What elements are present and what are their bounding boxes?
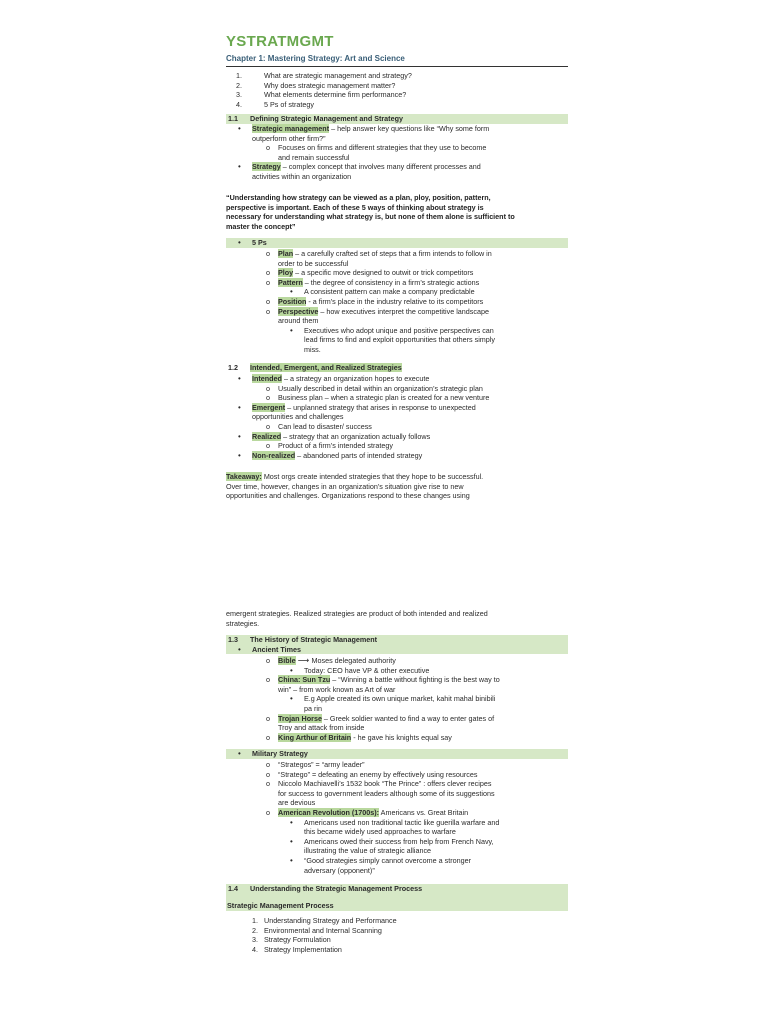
list-item: • Today: CEO have VP & other executive <box>290 665 430 675</box>
list-item: 3. What elements determine firm performance? <box>236 90 407 100</box>
section-1-2-body: • Intended – a strategy an organization hopes to execute o Usually described in detail within an organization’s strategic plan o Business plan – when a strategic plan is created for a new venture • Emergent – unplanned strategy that arises in response to unexpected opportunities and challenges o Can lead to disaster/ success • Realized – strategy that an organization actually follows o Product of a firm’s intended strategy • Non-realized – abandoned parts of intended strategy <box>226 374 568 460</box>
list-item: o Plan – a carefully crafted set of steps that a firm intends to follow in <box>266 249 492 258</box>
arrow-right-icon: ⟶ <box>295 656 312 665</box>
list-item: 4. 5 Ps of strategy <box>236 99 314 109</box>
section-1-1-body: • Strategic management – help answer key questions like “Why some form outperform other firm?” o Focuses on firms and different strategies that they use to become and remain successful • Strategy – complex concept that involves many different processes and activities within an organization <box>226 124 568 182</box>
list-item: • Emergent – unplanned strategy that arises in response to unexpected <box>238 402 476 412</box>
list-item: 4. Strategy Implementation <box>252 944 342 954</box>
list-item: o Pattern – the degree of consistency in a firm’s strategic actions <box>266 277 480 287</box>
list-item: o Ploy – a specific move designed to outwit or trick competitors <box>266 268 474 278</box>
list-item: • Intended – a strategy an organization hopes to execute <box>238 374 430 383</box>
list-item: o Focuses on firms and different strategies that they use to become <box>266 143 487 153</box>
list-item: o Business plan – when a strategic plan is created for a new venture <box>266 393 490 403</box>
list-item: o Position - a firm’s place in the industry relative to its competitors <box>266 296 484 306</box>
list-item: o American Revolution (1700s): Americans vs. Great Britain <box>266 807 469 817</box>
list-item: o “Strategos” = “army leader” <box>266 760 365 769</box>
five-ps-heading: • 5 Ps <box>226 238 568 248</box>
list-item: o King Arthur of Britain - he gave his knights equal say <box>266 732 452 742</box>
list-item: • Non-realized – abandoned parts of intended strategy <box>238 450 423 460</box>
section-heading-1-1: 1.1 Defining Strategic Management and Strategy <box>226 114 568 124</box>
list-item: o Perspective – how executives interpret the competitive landscape <box>266 306 489 316</box>
list-item: 3. Strategy Formulation <box>252 935 331 945</box>
list-item: 2. Why does strategic management matter? <box>236 80 396 90</box>
list-item: o “Stratego” = defeating an enemy by effectively using resources <box>266 769 478 779</box>
quote-paragraph: “Understanding how strategy can be viewed as a plan, ploy, position, pattern, perspective is important. Each of these 5 ways of thinking about strategy is necessary for understanding what strategy is, but none of them alone is sufficient to master the concept” <box>226 193 515 231</box>
section-heading-1-2: 1.2 Intended, Emergent, and Realized Strategies <box>228 363 402 372</box>
ancient-times-list: o Bible ⟶ Moses delegated authority • Today: CEO have VP & other executive o China: Sun Tzu – “Winning a battle without fighting is the best way to win” – from work known as Art of war • E.g Apple created its own unique market, kahit mahal binibili pa rin o Trojan Horse – Greek soldier wanted to find a way to enter gates of Troy and attack from inside o King Arthur of Britain - he gave his knights equal say <box>226 656 568 742</box>
list-item: • Americans used non traditional tactic like guerilla warfare and <box>290 817 500 827</box>
list-item: o China: Sun Tzu – “Winning a battle without fighting is the best way to <box>266 675 500 685</box>
header-rule <box>226 66 568 67</box>
list-item: • Strategy – complex concept that involves many different processes and <box>238 162 481 172</box>
list-item: o Can lead to disaster/ success <box>266 421 372 431</box>
process-subheading: Strategic Management Process <box>227 900 334 910</box>
military-strategy-list: o “Strategos” = “army leader” o “Stratego” = defeating an enemy by effectively using resources o Niccolo Machiavelli’s 1532 book “The Prince” : offers clever recipes for success to government leaders although some of its suggestions are devious o American Revolution (1700s): Americans vs. Great Britain • Americans used non traditional tactic like guerilla warfare and this became widely used approaches to warfare • Americans owed their success from help from French Navy, illustrating the value of strategic alliance • “Good strategies simply cannot overcome a stronger adversary (opponent)” <box>226 760 568 875</box>
section-heading-1-4: 1.4 Understanding the Strategic Management Process Strategic Management Process <box>226 884 568 911</box>
five-ps-list: o Plan – a carefully crafted set of steps that a firm intends to follow in order to be successful o Ploy – a specific move designed to outwit or trick competitors o Pattern – the degree of consistency in a firm’s strategic actions • A consistent pattern can make a company predictable o Position - a firm’s place in the industry relative to its competitors o Perspective – how executives interpret the competitive landscape around them • Executives who adopt unique and positive perspectives can lead firms to find and exploit opportunities that others simply miss. <box>226 249 568 355</box>
list-item: 1. Understanding Strategy and Performance <box>252 916 397 925</box>
list-item: o Trojan Horse – Greek soldier wanted to find a way to enter gates of <box>266 713 495 723</box>
process-list <box>226 916 568 954</box>
list-item: o Product of a firm’s intended strategy <box>266 441 393 451</box>
list-item: • E.g Apple created its own unique market, kahit mahal binibili <box>290 694 496 704</box>
list-item: • Executives who adopt unique and positive perspectives can <box>290 325 494 335</box>
intro-list <box>226 71 568 109</box>
section-heading-1-3: 1.3 The History of Strategic Management • Ancient Times <box>226 635 568 654</box>
list-item: 2. Environmental and Internal Scanning <box>252 925 382 935</box>
list-item: o Niccolo Machiavelli’s 1532 book “The Prince” : offers clever recipes <box>266 779 492 789</box>
list-item: • Americans owed their success from help from French Navy, <box>290 836 494 846</box>
list-item: • Strategic management – help answer key questions like “Why some form <box>238 124 490 133</box>
list-item: • A consistent pattern can make a company predictable <box>290 287 475 297</box>
list-item: • Realized – strategy that an organization actually follows <box>238 431 431 441</box>
list-item: o Usually described in detail within an organization’s strategic plan <box>266 383 483 393</box>
military-strategy-heading: • Military Strategy <box>226 749 568 759</box>
list-item: o Bible ⟶ Moses delegated authority <box>266 656 396 665</box>
list-item: 1. What are strategic management and strategy? <box>236 71 412 80</box>
takeaway-continued: emergent strategies. Realized strategies are product of both intended and realized strategies. <box>226 609 488 628</box>
list-item: • “Good strategies simply cannot overcome a stronger <box>290 855 471 865</box>
chapter-title: Chapter 1: Mastering Strategy: Art and Science <box>226 54 405 63</box>
brand-title: YSTRATMGMT <box>226 33 334 50</box>
takeaway-paragraph: Takeaway: Most orgs create intended strategies that they hope to be successful. Over time, however, changes in an organization’s situation give rise to new opportunities and challenges. Organizations respond to these changes using <box>226 472 484 501</box>
